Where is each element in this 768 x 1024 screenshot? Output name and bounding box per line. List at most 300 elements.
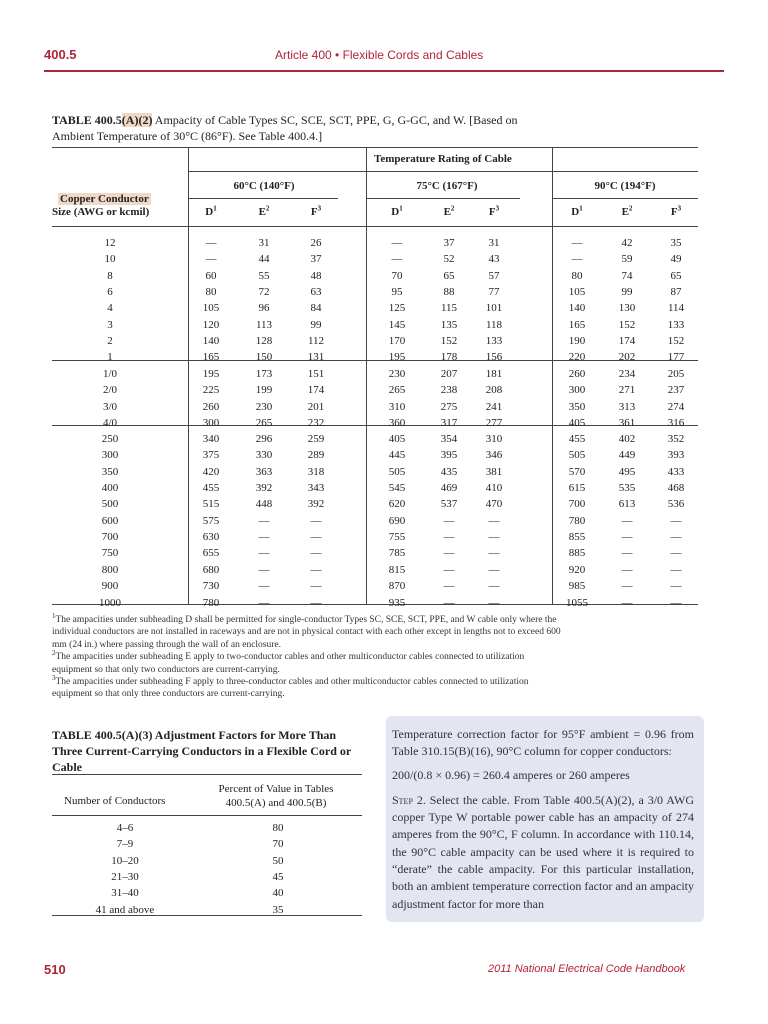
table1-header-top-rule — [188, 171, 698, 172]
conductor-size: 3/0 — [102, 400, 118, 413]
ampacity-value: 935 — [388, 596, 406, 609]
ampacity-value: — — [488, 596, 500, 609]
ampacity-value: 152 — [618, 318, 636, 331]
table1-group-header: 60°C (140°F) — [233, 180, 295, 192]
percent-value: 70 — [272, 838, 284, 851]
ampacity-value: 265 — [388, 384, 406, 397]
ampacity-value: — — [205, 253, 217, 266]
ampacity-value: 195 — [202, 368, 220, 380]
col-letter: D — [571, 206, 580, 218]
ampacity-value: 495 — [618, 465, 636, 478]
col-footnote-ref: 1 — [579, 204, 583, 213]
ampacity-value: 265 — [255, 417, 273, 430]
ampacity-value: 145 — [388, 318, 406, 331]
ampacity-value: 230 — [388, 368, 406, 380]
ampacity-value: — — [310, 580, 322, 593]
ampacity-value: 350 — [568, 400, 586, 413]
ampacity-value: 165 — [202, 351, 220, 364]
ampacity-value: 780 — [202, 596, 220, 609]
ampacity-value: — — [621, 563, 633, 576]
col-letter: D — [205, 206, 214, 218]
table1-group-separator — [52, 425, 698, 426]
table1-group-header: 90°C (194°F) — [594, 180, 656, 192]
ampacity-value: 1055 — [566, 596, 588, 609]
ampacity-value: — — [621, 547, 633, 560]
ampacity-value: 115 — [440, 302, 458, 315]
ampacity-value: 615 — [568, 482, 586, 495]
ampacity-value: — — [443, 531, 455, 544]
col-letter: E — [258, 206, 266, 218]
ampacity-value: 118 — [485, 318, 503, 331]
ampacity-value: 195 — [388, 351, 406, 364]
ampacity-value: 449 — [618, 449, 636, 462]
table1-col-header — [607, 206, 647, 218]
ampacity-value: 60 — [205, 269, 217, 282]
ampacity-value: 101 — [485, 302, 503, 315]
ampacity-value: 114 — [667, 302, 685, 315]
ampacity-value: 99 — [621, 286, 633, 299]
col-letter: F — [488, 206, 496, 218]
ampacity-value: 393 — [667, 449, 685, 462]
table1-header-top: Temperature Rating of Cable — [374, 153, 512, 165]
ampacity-value: 31 — [258, 237, 270, 249]
table1-conductor-header: Copper Conductor — [60, 193, 149, 205]
ampacity-value: 156 — [485, 351, 503, 364]
example-para-1: Temperature correction factor for 95°F ambient = 0.96 from Table 310.15(B)(16), 90°C column for copper conductors: — [392, 727, 694, 759]
col-footnote-ref: 2 — [265, 204, 270, 213]
conductor-size: 1000 — [99, 596, 121, 609]
conductor-size: 700 — [101, 531, 119, 544]
ampacity-value: 48 — [310, 269, 322, 282]
ampacity-value: 96 — [258, 302, 270, 315]
table1-caption-text: Ampacity of Cable Types SC, SCE, SCT, PPE, G, G-GC, and W. [Based on Ambient Temperature of 30°C (86°F). See Table 400.4.] — [52, 113, 518, 143]
ampacity-value: 780 — [568, 514, 586, 527]
table1-label-highlight: (A)(2) — [121, 113, 153, 127]
col-letter: E — [621, 206, 629, 218]
table1-col-header — [191, 206, 231, 218]
table1-group-rule — [552, 198, 698, 199]
ampacity-value: 225 — [202, 384, 220, 397]
ampacity-value: 130 — [618, 302, 636, 315]
ampacity-value: 445 — [388, 449, 406, 462]
ampacity-value: 80 — [205, 286, 217, 299]
ampacity-value: 655 — [202, 547, 220, 560]
ampacity-value: — — [670, 580, 682, 593]
step-label: Step 2. — [392, 792, 426, 807]
conductor-size: 8 — [107, 269, 113, 282]
table1-col-divider — [366, 147, 367, 604]
ampacity-value: 455 — [568, 433, 586, 445]
ampacity-value: 174 — [307, 384, 325, 397]
ampacity-value: 140 — [202, 335, 220, 348]
conductor-size: 2/0 — [102, 384, 118, 397]
ampacity-value: 402 — [618, 433, 636, 445]
conductor-size: 10 — [104, 253, 116, 266]
ampacity-value: 125 — [388, 302, 406, 315]
ampacity-value: 151 — [307, 368, 325, 380]
ampacity-value: 238 — [440, 384, 458, 397]
ampacity-value: — — [310, 514, 322, 527]
ampacity-value: — — [488, 563, 500, 576]
percent-value: 50 — [272, 854, 284, 867]
ampacity-value: 405 — [388, 433, 406, 445]
ampacity-value: 55 — [258, 269, 270, 282]
ampacity-value: 205 — [667, 368, 685, 380]
conductor-size: 1/0 — [102, 368, 118, 380]
col-footnote-ref: 1 — [399, 204, 403, 213]
ampacity-value: 105 — [568, 286, 586, 299]
percent-value: 80 — [272, 822, 284, 834]
table2-header-rule — [52, 815, 362, 816]
ampacity-value: — — [310, 547, 322, 560]
ampacity-value: 433 — [667, 465, 685, 478]
ampacity-value: — — [443, 547, 455, 560]
ampacity-value: — — [621, 531, 633, 544]
ampacity-value: — — [258, 547, 270, 560]
table1-header-bottom-rule — [52, 226, 698, 227]
ampacity-value: — — [571, 237, 583, 249]
ampacity-value: — — [391, 253, 403, 266]
ampacity-value: 343 — [307, 482, 325, 495]
ampacity-value: 37 — [310, 253, 322, 266]
conductor-size: 12 — [104, 237, 116, 249]
ampacity-value: 360 — [388, 417, 406, 430]
ampacity-value: 455 — [202, 482, 220, 495]
example-text — [392, 726, 694, 919]
conductor-size: 500 — [101, 498, 119, 511]
ampacity-value: — — [670, 563, 682, 576]
table2-col2-header: Percent of Value in Tables 400.5(A) and 400.5(B) — [218, 783, 334, 809]
ampacity-value: 260 — [202, 400, 220, 413]
ampacity-value: 57 — [488, 269, 500, 282]
table1-group-rule — [366, 198, 520, 199]
ampacity-value: 52 — [443, 253, 455, 266]
conductor-size: 750 — [101, 547, 119, 560]
ampacity-value: 620 — [388, 498, 406, 511]
ampacity-value: 375 — [202, 449, 220, 462]
ampacity-value: — — [310, 596, 322, 609]
example-para-2: 200/(0.8 × 0.96) = 260.4 amperes or 260 amperes — [392, 767, 630, 782]
col-footnote-ref: 2 — [628, 204, 633, 213]
ampacity-value: 43 — [488, 253, 500, 266]
ampacity-value: 420 — [202, 465, 220, 478]
conductor-size: 2 — [107, 335, 113, 348]
col-letter: F — [670, 206, 678, 218]
ampacity-value: — — [670, 514, 682, 527]
ampacity-value: — — [443, 596, 455, 609]
ampacity-value: 352 — [667, 433, 685, 445]
ampacity-value: 72 — [258, 286, 270, 299]
ampacity-value: 260 — [568, 368, 586, 380]
ampacity-value: 44 — [258, 253, 270, 266]
table1-top-rule — [52, 147, 698, 148]
ampacity-value: 505 — [568, 449, 586, 462]
ampacity-value: 570 — [568, 465, 586, 478]
ampacity-value: 920 — [568, 563, 586, 576]
ampacity-value: 152 — [440, 335, 458, 348]
ampacity-value: — — [258, 596, 270, 609]
ampacity-value: 99 — [310, 318, 322, 331]
ampacity-value: 77 — [488, 286, 500, 299]
example-para-3: Step 2. Select the cable. From Table 400.5(A)(2), a 3/0 AWG copper Type W portable power cable has an ampacity of 274 amperes from the 90°C, F column. In accordance with 110.14, the 90°C cable ampacity can be used where it is required to “derate” the cable ampacity. For this particular installation, both an ambient temperature correction factor and an ampacity adjustment factor for more than — [392, 792, 695, 911]
table2-caption: TABLE 400.5(A)(3) Adjustment Factors for More Than Three Current-Carrying Conductors in a Flexible Cord or Cable — [52, 728, 351, 774]
table1-group-rule — [188, 198, 338, 199]
conductor-count: 31–40 — [111, 887, 139, 900]
ampacity-value: 470 — [485, 498, 503, 511]
header-rule — [44, 70, 724, 72]
ampacity-value: 49 — [670, 253, 682, 266]
conductor-size: 3 — [107, 318, 113, 331]
ampacity-value: 313 — [618, 400, 636, 413]
ampacity-value: — — [258, 563, 270, 576]
table2-top-rule — [52, 774, 362, 775]
ampacity-value: — — [571, 253, 583, 266]
table1-col-divider — [552, 147, 553, 604]
ampacity-value: — — [258, 514, 270, 527]
ampacity-value: 855 — [568, 531, 586, 544]
ampacity-value: 346 — [485, 449, 503, 462]
ampacity-value: 59 — [621, 253, 633, 266]
ampacity-value: 575 — [202, 514, 220, 527]
conductor-size: 4/0 — [102, 417, 118, 430]
ampacity-value: 35 — [670, 237, 682, 249]
ampacity-value: 84 — [310, 302, 322, 315]
table1-group-separator — [52, 360, 698, 361]
ampacity-value: 120 — [202, 318, 220, 331]
percent-value: 40 — [272, 887, 284, 900]
ampacity-value: — — [488, 580, 500, 593]
conductor-count: 10–20 — [111, 854, 139, 867]
ampacity-value: 202 — [618, 351, 636, 364]
conductor-size: 4 — [107, 302, 113, 315]
ampacity-value: 152 — [667, 335, 685, 348]
conductor-size: 1 — [107, 351, 113, 364]
table1-label: TABLE 400.5 — [52, 113, 122, 127]
table1-col-header — [656, 206, 696, 218]
ampacity-value: 545 — [388, 482, 406, 495]
ampacity-value: 435 — [440, 465, 458, 478]
ampacity-value: 730 — [202, 580, 220, 593]
ampacity-value: — — [443, 580, 455, 593]
ampacity-value: 259 — [307, 433, 325, 445]
ampacity-value: 237 — [667, 384, 685, 397]
conductor-size: 800 — [101, 563, 119, 576]
table1-group-separator — [52, 604, 698, 605]
conductor-count: 4–6 — [116, 822, 134, 834]
ampacity-value: 354 — [440, 433, 458, 445]
table1-col-header — [474, 206, 514, 218]
table1-col-divider — [188, 147, 189, 604]
ampacity-value: 700 — [568, 498, 586, 511]
ampacity-value: 300 — [202, 417, 220, 430]
col-footnote-ref: 3 — [495, 204, 500, 213]
ampacity-value: 88 — [443, 286, 455, 299]
ampacity-value: 755 — [388, 531, 406, 544]
table1-conductor-header-2: Size (AWG or kcmil) — [52, 206, 150, 218]
ampacity-value: 300 — [568, 384, 586, 397]
ampacity-value: 468 — [667, 482, 685, 495]
ampacity-value: — — [258, 580, 270, 593]
ampacity-value: 870 — [388, 580, 406, 593]
ampacity-value: 133 — [485, 335, 503, 348]
ampacity-value: 310 — [485, 433, 503, 445]
ampacity-value: 469 — [440, 482, 458, 495]
conductor-size: 6 — [107, 286, 113, 299]
ampacity-value: — — [310, 531, 322, 544]
ampacity-value: 274 — [667, 400, 685, 413]
ampacity-value: 87 — [670, 286, 682, 299]
ampacity-value: — — [621, 514, 633, 527]
section-number: 400.5 — [44, 47, 77, 62]
ampacity-value: 392 — [255, 482, 273, 495]
conductor-count: 7–9 — [116, 838, 134, 851]
conductor-count: 21–30 — [111, 870, 139, 883]
ampacity-value: — — [205, 237, 217, 249]
ampacity-value: 63 — [310, 286, 322, 299]
conductor-size: 400 — [101, 482, 119, 495]
book-title: 2011 National Electrical Code Handbook — [488, 963, 686, 975]
ampacity-value: — — [621, 596, 633, 609]
ampacity-value: 395 — [440, 449, 458, 462]
table1-col-header — [244, 206, 284, 218]
ampacity-value: 113 — [255, 318, 273, 331]
footnote-2: $^2$The ampacities under subheading E apply to two-conductor cables and other multiconductor cables connected to utilization equipment so that only two conductors are current-carrying. — [52, 649, 525, 675]
ampacity-value: 680 — [202, 563, 220, 576]
ampacity-value: 410 — [485, 482, 503, 495]
ampacity-value: — — [488, 514, 500, 527]
ampacity-value: — — [391, 237, 403, 249]
ampacity-value: 363 — [255, 465, 273, 478]
ampacity-value: 381 — [485, 465, 503, 478]
ampacity-value: 174 — [618, 335, 636, 348]
ampacity-value: 220 — [568, 351, 586, 364]
ampacity-value: 630 — [202, 531, 220, 544]
percent-value: 35 — [272, 903, 284, 916]
ampacity-value: 131 — [307, 351, 325, 364]
ampacity-value: 317 — [440, 417, 458, 430]
table1-col-header — [377, 206, 417, 218]
article-title: Article 400 • Flexible Cords and Cables — [275, 48, 484, 62]
ampacity-value: 26 — [310, 237, 322, 249]
ampacity-value: 405 — [568, 417, 586, 430]
ampacity-value: 271 — [618, 384, 636, 397]
ampacity-value: 95 — [391, 286, 403, 299]
conductor-size: 350 — [101, 465, 119, 478]
ampacity-value: 65 — [670, 269, 682, 282]
ampacity-value: 190 — [568, 335, 586, 348]
ampacity-value: 392 — [307, 498, 325, 511]
ampacity-value: — — [621, 580, 633, 593]
ampacity-value: 201 — [307, 400, 325, 413]
ampacity-value: 31 — [488, 237, 500, 249]
ampacity-value: 74 — [621, 269, 633, 282]
ampacity-value: — — [670, 596, 682, 609]
table1-col-header — [429, 206, 469, 218]
footnote-3: $^3$The ampacities under subheading F apply to three-conductor cables and other multiconductor cables connected to utilization equipment so that only three conductors are current-carrying. — [52, 673, 529, 700]
ampacity-value: 207 — [440, 368, 458, 380]
ampacity-value: 448 — [255, 498, 273, 511]
ampacity-value: 613 — [618, 498, 636, 511]
ampacity-value: 535 — [618, 482, 636, 495]
conductor-size: 900 — [101, 580, 119, 593]
ampacity-value: 80 — [571, 269, 583, 282]
ampacity-value: — — [488, 531, 500, 544]
ampacity-value: — — [258, 531, 270, 544]
ampacity-value: 316 — [667, 417, 685, 430]
ampacity-value: 289 — [307, 449, 325, 462]
percent-value: 45 — [272, 870, 284, 883]
ampacity-value: 181 — [485, 368, 503, 380]
ampacity-value: 515 — [202, 498, 220, 511]
table1-group-header: 75°C (167°F) — [416, 180, 478, 192]
ampacity-value: 785 — [388, 547, 406, 560]
col-letter: E — [443, 206, 451, 218]
ampacity-value: 296 — [255, 433, 273, 445]
ampacity-value: 70 — [391, 269, 403, 282]
table2-bottom-rule — [52, 915, 362, 916]
ampacity-value: 885 — [568, 547, 586, 560]
ampacity-value: — — [443, 563, 455, 576]
ampacity-value: 208 — [485, 384, 503, 397]
ampacity-value: 537 — [440, 498, 458, 511]
ampacity-value: 165 — [568, 318, 586, 331]
ampacity-value: 310 — [388, 400, 406, 413]
ampacity-value: 178 — [440, 351, 458, 364]
col-letter: F — [310, 206, 318, 218]
ampacity-value: — — [488, 547, 500, 560]
conductor-size: 600 — [101, 514, 119, 527]
ampacity-value: 234 — [618, 368, 636, 380]
ampacity-value: 133 — [667, 318, 685, 331]
table1-footnotes — [52, 611, 562, 701]
ampacity-value: 275 — [440, 400, 458, 413]
ampacity-value: 135 — [440, 318, 458, 331]
conductor-size: 250 — [101, 433, 119, 445]
ampacity-value: 170 — [388, 335, 406, 348]
ampacity-value: 65 — [443, 269, 455, 282]
ampacity-value: 112 — [307, 335, 325, 348]
ampacity-value: 690 — [388, 514, 406, 527]
table2-col1-header: Number of Conductors — [64, 795, 166, 807]
ampacity-value: 199 — [255, 384, 273, 397]
ampacity-value: 330 — [255, 449, 273, 462]
ampacity-value: 361 — [618, 417, 636, 430]
ampacity-value: 177 — [667, 351, 685, 364]
conductor-size: 300 — [101, 449, 119, 462]
table1-col-header — [557, 206, 597, 218]
ampacity-value: 536 — [667, 498, 685, 511]
ampacity-value: 140 — [568, 302, 586, 315]
ampacity-value: — — [443, 514, 455, 527]
ampacity-value: 230 — [255, 400, 273, 413]
ampacity-value: 985 — [568, 580, 586, 593]
col-footnote-ref: 3 — [677, 204, 682, 213]
ampacity-value: 173 — [255, 368, 273, 380]
ampacity-value: 105 — [202, 302, 220, 315]
col-footnote-ref: 1 — [213, 204, 217, 213]
ampacity-value: 42 — [621, 237, 633, 249]
footnote-1: $^1$The ampacities under subheading D shall be permitted for single-conductor Types SC, SCE, SCT, PPE, and W cable only where the individual conductors are not installed in raceways and are not in physical contact with each other except in lengths not to exceed 600 mm (24 in.) where passing through the wall of an enclosure. — [52, 611, 561, 650]
col-footnote-ref: 2 — [450, 204, 455, 213]
ampacity-value: 37 — [443, 237, 455, 249]
ampacity-value: 318 — [307, 465, 325, 478]
ampacity-value: — — [310, 563, 322, 576]
ampacity-value: 150 — [255, 351, 273, 364]
ampacity-value: 505 — [388, 465, 406, 478]
ampacity-value: 232 — [307, 417, 325, 430]
page-number: 510 — [44, 962, 66, 977]
ampacity-value: — — [670, 531, 682, 544]
